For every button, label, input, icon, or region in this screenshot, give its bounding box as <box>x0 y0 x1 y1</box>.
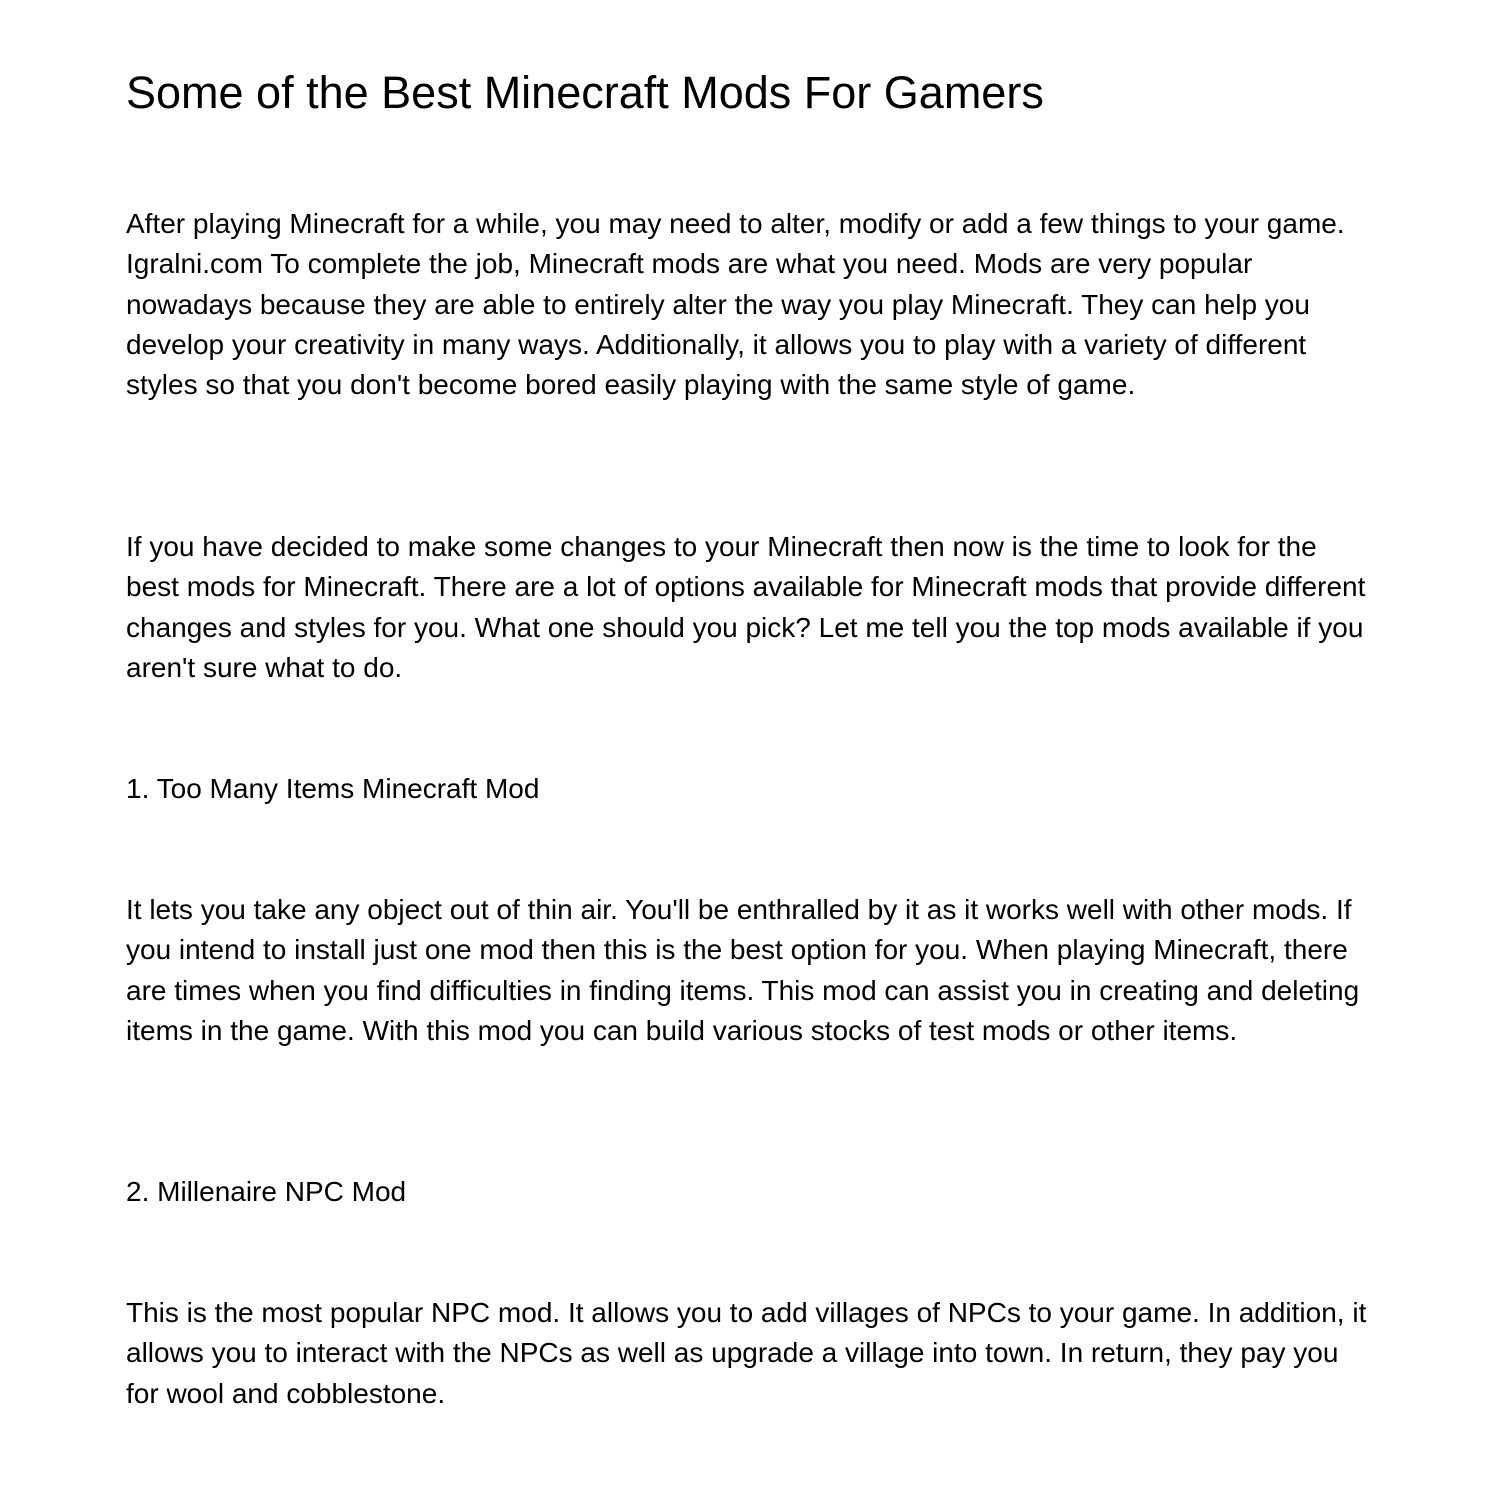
intro-paragraph-2: If you have decided to make some changes to your Minecraft then now is the time to look for the best mods for Minecraft. There are a lot of options available for Minecraft mods that provide different changes and styles for you. What one should you pick? Let me tell you the top mods available if you aren't sure what to do. <box>126 531 1366 683</box>
section-body-millenaire: This is the most popular NPC mod. It allows you to add villages of NPCs to your game. In addition, it allows you to interact with the NPCs as well as upgrade a village into town. In return, they pay you for wool and cobblestone. <box>126 1297 1367 1409</box>
document-title: Some of the Best Minecraft Mods For Gamers <box>126 67 1044 118</box>
section-body-too-many-items: It lets you take any object out of thin air. You'll be enthralled by it as it works well with other mods. If you intend to install just one mod then this is the best option for you. When playing Minecraft, there are times when you find difficulties in finding items. This mod can assist you in creating and deleting items in the game. With this mod you can build various stocks of test mods or other items. <box>126 894 1360 1046</box>
intro-paragraph-1: After playing Minecraft for a while, you may need to alter, modify or add a few things to your game. Igralni.com To complete the job, Minecraft mods are what you need. Mods are very popular nowadays because they are able to entirely alter the way you play Minecraft. They can help you develop your creativity in many ways. Additionally, it allows you to play with a variety of different styles so that you don't become bored easily playing with the same style of game. <box>126 208 1345 401</box>
section-heading-too-many-items: 1. Too Many Items Minecraft Mod <box>126 773 540 804</box>
section-heading-millenaire: 2. Millenaire NPC Mod <box>126 1176 407 1207</box>
